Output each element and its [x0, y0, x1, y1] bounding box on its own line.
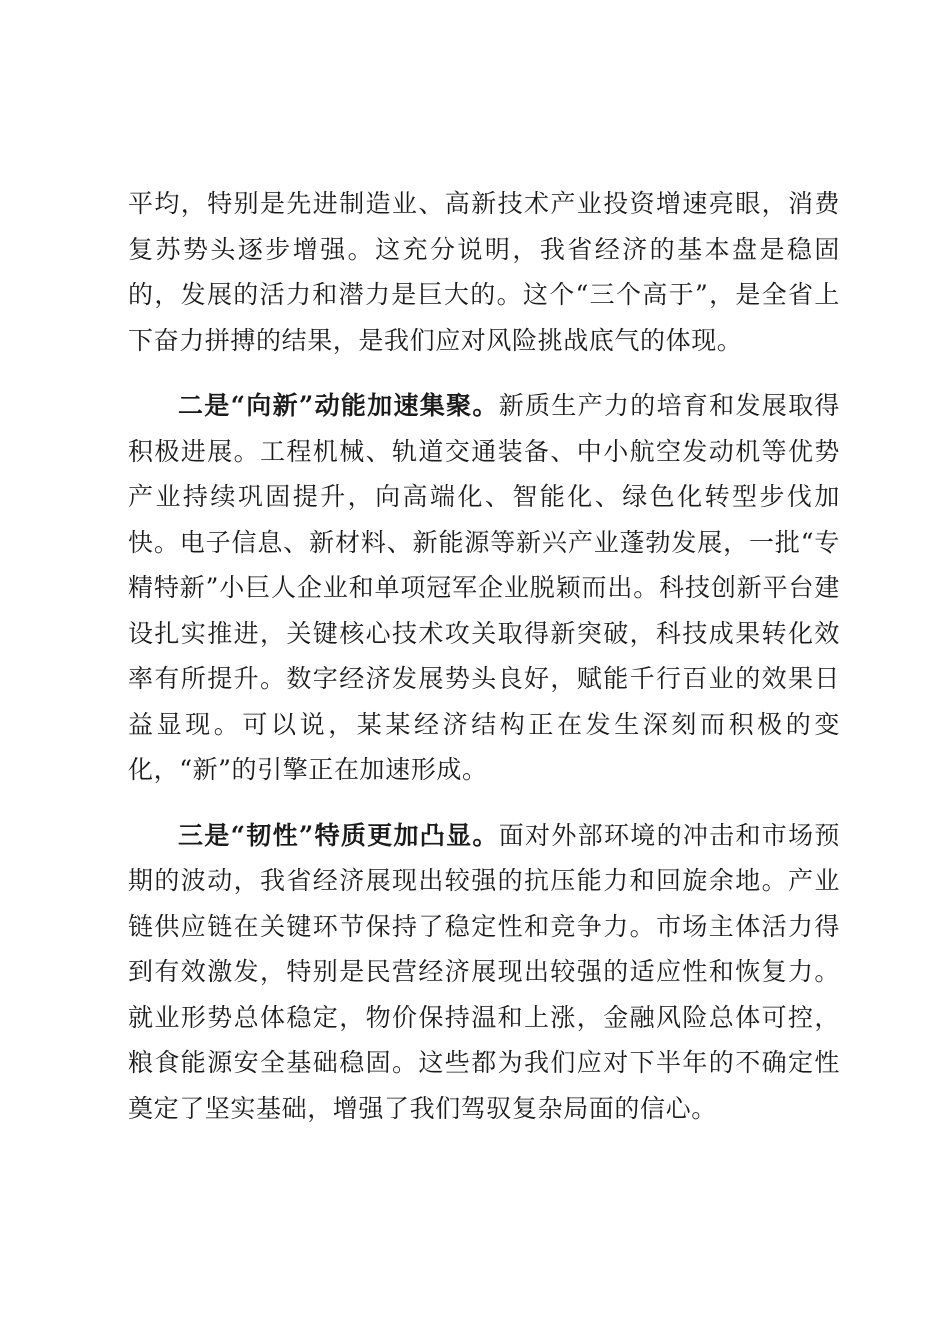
paragraph-resilience	[128, 813, 840, 1132]
paragraph-text: 新质生产力的培育和发展取得积极进展。工程机械、轨道交通装备、中小航空发动机等优势产业持续巩固提升，向高端化、智能化、绿色化转型步伐加快。电子信息、新材料、新能源等新兴产业蓬勃发展，一批“专精特新”小巨人企业和单项冠军企业脱颖而出。科技创新平台建设扎实推进，关键核心技术攻关取得新突破，科技成果转化效率有所提升。数字经济发展势头良好，赋能千行百业的效果日益显现。可以说，某某经济结构正在发生深刻而积极的变化，“新”的引擎正在加速形成。	[128, 391, 840, 784]
paragraph-heading: 三是“韧性”特质更加凸显。	[178, 820, 499, 850]
paragraph-text: 平均，特别是先进制造业、高新技术产业投资增速亮眼，消费复苏势头逐步增强。这充分说明，我省经济的基本盘是稳固的，发展的活力和潜力是巨大的。这个“三个高于”，是全省上下奋力拼搏的结果，是我们应对风险挑战底气的体现。	[128, 189, 840, 355]
paragraph-new-momentum	[128, 383, 840, 793]
document-body	[128, 181, 840, 1131]
paragraph-economy-summary	[128, 181, 840, 363]
paragraph-text: 面对外部环境的冲击和市场预期的波动，我省经济展现出较强的抗压能力和回旋余地。产业链供应链在关键环节保持了稳定性和竞争力。市场主体活力得到有效激发，特别是民营经济展现出较强的适应性和恢复力。就业形势总体稳定，物价保持温和上涨，金融风险总体可控，粮食能源安全基础稳固。这些都为我们应对下半年的不确定性奠定了坚实基础，增强了我们驾驭复杂局面的信心。	[128, 820, 840, 1123]
paragraph-heading: 二是“向新”动能加速集聚。	[178, 391, 499, 420]
